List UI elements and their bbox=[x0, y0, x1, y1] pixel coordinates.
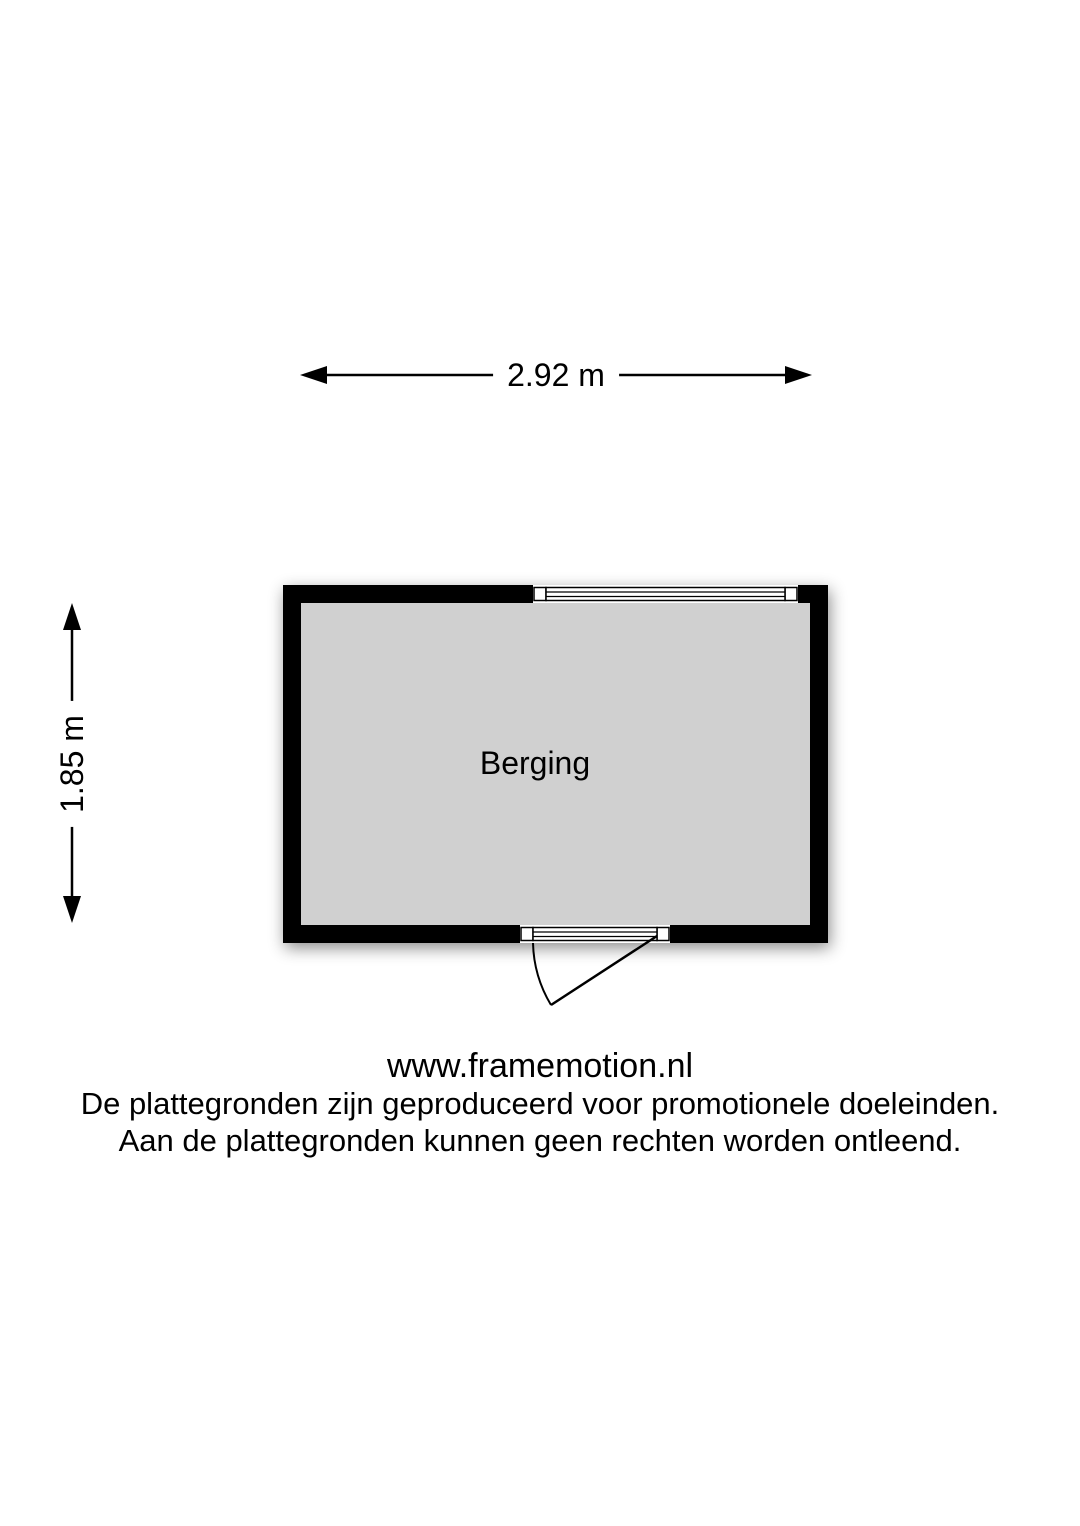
door-swing bbox=[533, 936, 657, 1005]
door-leaf bbox=[551, 936, 657, 1005]
door-swing-arc bbox=[533, 943, 551, 1005]
arrow-down-icon bbox=[63, 896, 81, 923]
room-name-label: Berging bbox=[479, 745, 591, 781]
door-threshold bbox=[533, 928, 657, 941]
window-jamb-left bbox=[534, 588, 546, 601]
door-jamb-right bbox=[657, 928, 669, 941]
footer-website: www.framemotion.nl bbox=[386, 1047, 694, 1085]
window-frame bbox=[546, 588, 785, 601]
footer bbox=[0, 1047, 1080, 1159]
arrow-right-icon bbox=[785, 366, 812, 384]
door bbox=[520, 925, 670, 943]
arrow-up-icon bbox=[63, 603, 81, 630]
window-jamb-right bbox=[785, 588, 797, 601]
arrow-left-icon bbox=[300, 366, 327, 384]
footer-disclaimer-line1: De plattegronden zijn geproduceerd voor promotionele doeleinden. bbox=[80, 1086, 1000, 1121]
window bbox=[533, 585, 798, 603]
door-jamb-left bbox=[521, 928, 533, 941]
width-dimension-label: 2.92 m bbox=[493, 356, 619, 394]
height-dimension-label: 1.85 m bbox=[53, 701, 91, 827]
footer-disclaimer-line2: Aan de plattegronden kunnen geen rechten worden ontleend. bbox=[118, 1123, 962, 1158]
